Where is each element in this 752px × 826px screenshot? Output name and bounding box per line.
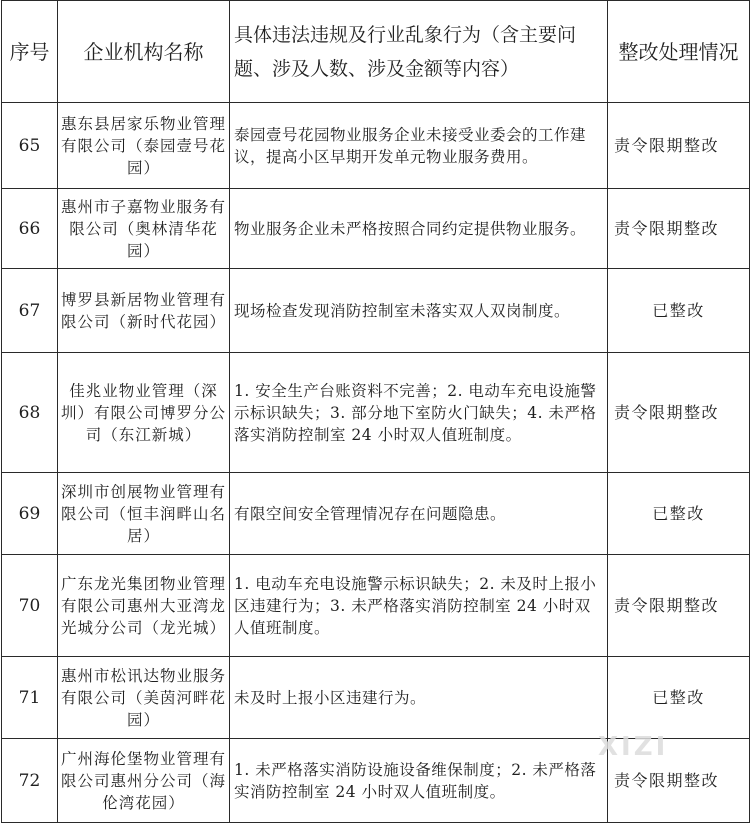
table-row (2, 473, 750, 555)
row-company-name: 深圳市创展物业管理有限公司（恒丰润畔山名居） (58, 473, 230, 555)
row-violation-description: 1. 未严格落实消防设施设备维保制度；2. 未严格落实消防控制室 24 小时双人值班制度。 (230, 739, 608, 823)
xizi-watermark: XIZI (598, 732, 669, 762)
row-company-name: 广东龙光集团物业管理有限公司惠州大亚湾龙光城分公司（龙光城） (58, 555, 230, 657)
header-violation-description: 具体违法违规及行业乱象行为（含主要问题、涉及人数、涉及金额等内容） (230, 1, 608, 103)
header-serial-number: 序号 (2, 1, 58, 103)
row-rectification-status: 责令限期整改 (608, 189, 750, 269)
row-serial-number: 69 (2, 473, 58, 555)
row-serial-number: 68 (2, 353, 58, 473)
table-row (2, 353, 750, 473)
row-serial-number: 65 (2, 103, 58, 189)
row-company-name: 惠东县居家乐物业管理有限公司（泰园壹号花园） (58, 103, 230, 189)
row-serial-number: 72 (2, 739, 58, 823)
row-rectification-status: 责令限期整改 (608, 555, 750, 657)
row-violation-description: 泰园壹号花园物业服务企业未接受业委会的工作建议，提高小区早期开发单元物业服务费用。 (230, 103, 608, 189)
table-row (2, 657, 750, 739)
row-serial-number: 70 (2, 555, 58, 657)
row-violation-description: 现场检查发现消防控制室未落实双人双岗制度。 (230, 269, 608, 353)
row-company-name: 博罗县新居物业管理有限公司（新时代花园） (58, 269, 230, 353)
table-row (2, 555, 750, 657)
row-serial-number: 66 (2, 189, 58, 269)
row-rectification-status: 责令限期整改 (608, 103, 750, 189)
row-rectification-status: 责令限期整改 (608, 353, 750, 473)
row-violation-description: 未及时上报小区违建行为。 (230, 657, 608, 739)
row-violation-description: 1. 电动车充电设施警示标识缺失；2. 未及时上报小区违建行为；3. 未严格落实消防控制室 24 小时双人值班制度。 (230, 555, 608, 657)
row-serial-number: 71 (2, 657, 58, 739)
row-rectification-status: 已整改 (608, 473, 750, 555)
row-rectification-status: 已整改 (608, 269, 750, 353)
row-rectification-status: 已整改 (608, 657, 750, 739)
row-serial-number: 67 (2, 269, 58, 353)
table-row (2, 739, 750, 823)
row-violation-description: 有限空间安全管理情况存在问题隐患。 (230, 473, 608, 555)
table-row (2, 103, 750, 189)
table-row (2, 189, 750, 269)
row-violation-description: 物业服务企业未严格按照合同约定提供物业服务。 (230, 189, 608, 269)
header-rectification-status: 整改处理情况 (608, 1, 750, 103)
violations-table (1, 0, 750, 823)
row-company-name: 广州海伦堡物业管理有限公司惠州分公司（海伦湾花园） (58, 739, 230, 823)
row-violation-description: 1. 安全生产台账资料不完善；2. 电动车充电设施警示标识缺失；3. 部分地下室防火门缺失；4. 未严格落实消防控制室 24 小时双人值班制度。 (230, 353, 608, 473)
table-header-row (2, 1, 750, 103)
table-row (2, 269, 750, 353)
header-company-name: 企业机构名称 (58, 1, 230, 103)
row-rectification-status: 责令限期整改 (608, 739, 750, 823)
row-company-name: 惠州市松讯达物业服务有限公司（美茵河畔花园） (58, 657, 230, 739)
row-company-name: 佳兆业物业管理（深圳）有限公司博罗分公司（东江新城） (58, 353, 230, 473)
row-company-name: 惠州市子嘉物业服务有限公司（奥林清华花园） (58, 189, 230, 269)
